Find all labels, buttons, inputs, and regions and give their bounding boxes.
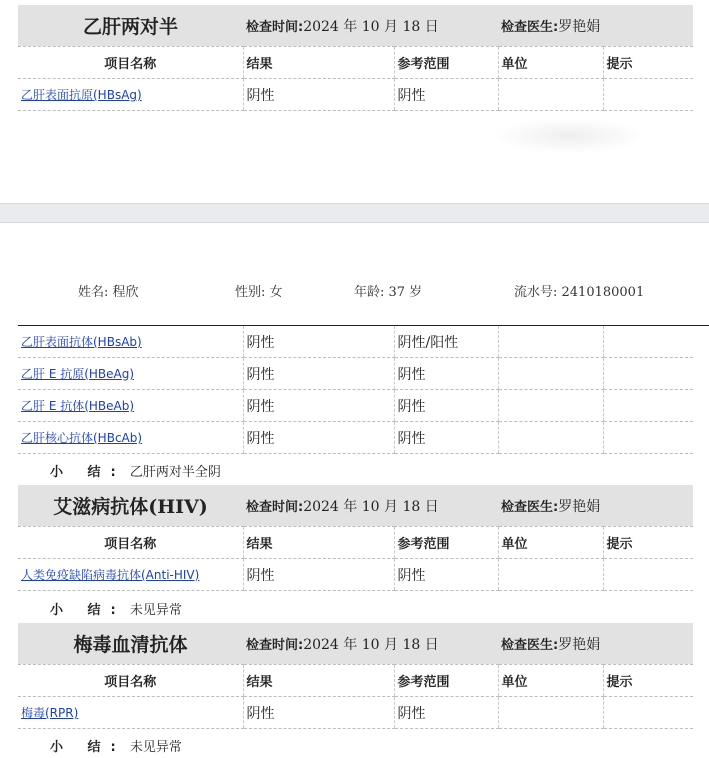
table-row	[18, 326, 693, 358]
col-result: 结果	[243, 527, 394, 559]
hbv-summary	[50, 461, 221, 480]
range-cell: 阴性/阳性	[394, 326, 498, 358]
unit-cell	[498, 422, 603, 454]
hint-cell	[603, 326, 693, 358]
exam-time-label: 检查时间:	[246, 499, 304, 515]
table-row	[18, 358, 693, 390]
summary-text: 未见异常	[129, 603, 182, 618]
exam-time-value: 2024 年 10 月 18 日	[303, 18, 439, 35]
report-page-2	[0, 223, 709, 758]
patient-info	[0, 281, 709, 301]
syphilis-summary	[50, 736, 182, 755]
exam-time-value: 2024 年 10 月 18 日	[303, 636, 439, 653]
item-link-hbsab[interactable]: 乙肝表面抗体(HBsAb)	[21, 335, 142, 349]
column-header-row	[18, 527, 693, 559]
hbv-section-top	[18, 5, 693, 111]
doctor-label: 检查医生:	[501, 637, 559, 653]
result-cell: 阴性	[243, 79, 394, 111]
col-result: 结果	[243, 47, 394, 79]
patient-serial: 流水号: 2410180001	[514, 285, 645, 300]
hint-cell	[603, 390, 693, 422]
col-item-name: 项目名称	[18, 665, 243, 697]
table-row	[18, 697, 693, 729]
col-hint: 提示	[603, 47, 693, 79]
item-link-hbcab[interactable]: 乙肝核心抗体(HBcAb)	[21, 431, 143, 445]
col-range: 参考范围	[394, 47, 498, 79]
result-cell: 阴性	[243, 697, 394, 729]
exam-time-label: 检查时间:	[246, 19, 304, 35]
patient-age: 年龄: 37 岁	[354, 285, 423, 300]
hint-cell	[603, 697, 693, 729]
section-title: 乙肝两对半	[18, 5, 243, 47]
result-cell: 阴性	[243, 358, 394, 390]
col-unit: 单位	[498, 665, 603, 697]
col-hint: 提示	[603, 527, 693, 559]
report-page-1	[0, 0, 709, 203]
range-cell: 阴性	[394, 697, 498, 729]
section-title: 梅毒血清抗体	[18, 623, 243, 665]
summary-text: 乙肝两对半全阴	[129, 465, 221, 480]
hint-cell	[603, 79, 693, 111]
table-row	[18, 79, 693, 111]
range-cell: 阴性	[394, 422, 498, 454]
doctor-value: 罗艳娟	[558, 636, 601, 653]
result-cell: 阴性	[243, 422, 394, 454]
exam-time-value: 2024 年 10 月 18 日	[303, 498, 439, 515]
col-range: 参考范围	[394, 665, 498, 697]
unit-cell	[498, 326, 603, 358]
section-title: 艾滋病抗体(HIV)	[18, 485, 243, 527]
hiv-section	[18, 485, 693, 591]
scan-smudge	[492, 118, 647, 154]
syphilis-section	[18, 623, 693, 729]
result-cell: 阴性	[243, 390, 394, 422]
col-item-name: 项目名称	[18, 527, 243, 559]
doctor-label: 检查医生:	[501, 19, 559, 35]
hbv-section-continued	[18, 326, 693, 454]
unit-cell	[498, 697, 603, 729]
table-row	[18, 422, 693, 454]
col-result: 结果	[243, 665, 394, 697]
page-break	[0, 203, 709, 223]
patient-sex: 性别: 女	[235, 285, 283, 300]
range-cell: 阴性	[394, 358, 498, 390]
item-link-anti-hiv[interactable]: 人类免疫缺陷病毒抗体(Anti-HIV)	[21, 568, 200, 582]
col-unit: 单位	[498, 527, 603, 559]
hint-cell	[603, 559, 693, 591]
unit-cell	[498, 358, 603, 390]
item-link-hbsag[interactable]: 乙肝表面抗原(HBsAg)	[21, 88, 142, 102]
range-cell: 阴性	[394, 390, 498, 422]
summary-label: 小 结:	[50, 465, 126, 480]
column-header-row	[18, 665, 693, 697]
range-cell: 阴性	[394, 559, 498, 591]
table-row	[18, 559, 693, 591]
col-unit: 单位	[498, 47, 603, 79]
result-cell: 阴性	[243, 326, 394, 358]
item-link-hbeag[interactable]: 乙肝 E 抗原(HBeAg)	[21, 367, 135, 381]
doctor-label: 检查医生:	[501, 499, 559, 515]
hint-cell	[603, 422, 693, 454]
summary-text: 未见异常	[129, 740, 182, 755]
hint-cell	[603, 358, 693, 390]
col-hint: 提示	[603, 665, 693, 697]
range-cell: 阴性	[394, 79, 498, 111]
item-link-hbeab[interactable]: 乙肝 E 抗体(HBeAb)	[21, 399, 135, 413]
item-link-rpr[interactable]: 梅毒(RPR)	[21, 706, 79, 720]
exam-time-label: 检查时间:	[246, 637, 304, 653]
col-range: 参考范围	[394, 527, 498, 559]
unit-cell	[498, 559, 603, 591]
summary-label: 小 结:	[50, 740, 126, 755]
patient-name: 姓名: 程欣	[78, 285, 139, 300]
col-item-name: 项目名称	[18, 47, 243, 79]
unit-cell	[498, 79, 603, 111]
unit-cell	[498, 390, 603, 422]
summary-label: 小 结:	[50, 603, 126, 618]
hiv-summary	[50, 599, 182, 618]
doctor-value: 罗艳娟	[558, 498, 601, 515]
doctor-value: 罗艳娟	[558, 18, 601, 35]
table-row	[18, 390, 693, 422]
column-header-row	[18, 47, 693, 79]
result-cell: 阴性	[243, 559, 394, 591]
